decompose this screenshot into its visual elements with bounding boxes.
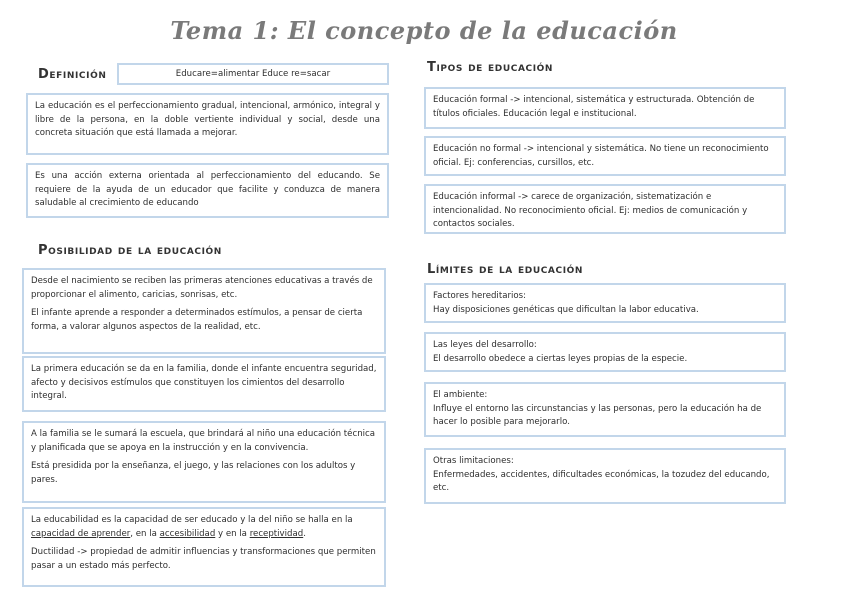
tipos-box-no-formal (424, 136, 786, 176)
educabilidad-mid1: , en la (130, 528, 160, 539)
tipos-informal-text: Educación informal -> carece de organización, sistematización e intencionalidad. No reconocimiento oficial. Ej: medios de comunicación y contactos sociales. (433, 192, 748, 229)
etymology-text: Educare=alimentar Educe re=sacar (175, 69, 331, 79)
definicion-text-2: Es una acción externa orientada al perfeccionamiento del educando. Se requiere de la ayuda de un educador que facilite y conduzca de manera saludable al crecimiento de educando (35, 171, 380, 208)
limites-3-text: Influye el entorno las circunstancias y las personas, pero la educación ha de hacer lo posible para mejorarlo. (433, 403, 762, 427)
definicion-box-1 (26, 93, 389, 155)
limites-box-3 (424, 382, 786, 437)
posibilidad-text-1a: Desde el nacimiento se reciben las primeras atenciones educativas a través de proporcionar el alimento, caricias, sonrisas, etc. (31, 276, 373, 300)
limites-box-2 (424, 332, 786, 372)
educabilidad-mid2: y en la (215, 528, 250, 539)
limites-box-4 (424, 448, 786, 504)
limites-1-title: Factores hereditarios: (433, 291, 527, 301)
limites-heading: Límites de la educación (427, 262, 584, 277)
limites-box-1 (424, 283, 786, 323)
tipos-box-formal (424, 87, 786, 129)
etymology-box (117, 63, 389, 85)
limites-1-text: Hay disposiciones genéticas que dificultan la labor educativa. (433, 304, 699, 315)
posibilidad-box-4 (22, 507, 386, 587)
tipos-formal-text: Educación formal -> intencional, sistemática y estructurada. Obtención de títulos oficiales. Educación legal e institucional. (433, 95, 755, 119)
posibilidad-box-2 (22, 356, 386, 412)
posibilidad-box-1 (22, 268, 386, 354)
posibilidad-heading: Posibilidad de la educación (38, 243, 222, 258)
educabilidad-end: . (303, 528, 306, 539)
capacidad-aprender-underlined: capacidad de aprender (31, 528, 131, 539)
limites-4-text: Enfermedades, accidentes, dificultades económicas, la tozudez del educando, etc. (433, 469, 770, 493)
posibilidad-text-3a: A la familia se le sumará la escuela, que brindará al niño una educación técnica y planificada que se apoya en la instrucción y en la convivencia. (31, 429, 376, 453)
limites-2-text: El desarrollo obedece a ciertas leyes propias de la especie. (433, 353, 688, 364)
page-title: Tema 1: El concepto de la educación (170, 16, 678, 45)
educabilidad-paragraph (31, 514, 377, 541)
accesibilidad-underlined: accesibilidad (159, 528, 216, 539)
posibilidad-text-1b: El infante aprende a responder a determinados estímulos, a pensar de cierta forma, a valorar algunos aspectos de la realidad, etc. (31, 308, 363, 332)
limites-2-title: Las leyes del desarrollo: (433, 340, 537, 350)
definicion-box-2 (26, 163, 389, 218)
tipos-heading: Tipos de educación (427, 60, 554, 75)
tipos-no-formal-text: Educación no formal -> intencional y sistemática. No tiene un reconocimiento oficial. Ej: conferencias, cursillos, etc. (433, 144, 769, 168)
receptividad-underlined: receptividad (249, 528, 304, 539)
ductilidad-text: Ductilidad -> propiedad de admitir influencias y transformaciones que permiten pasar a un estado más perfecto. (31, 547, 376, 571)
limites-3-title: El ambiente: (433, 390, 488, 400)
limites-4-title: Otras limitaciones: (433, 456, 514, 466)
posibilidad-text-3b: Está presidida por la enseñanza, el juego, y las relaciones con los adultos y pares. (31, 461, 356, 485)
educabilidad-pre: La educabilidad es la capacidad de ser educado y la del niño se halla en la (31, 515, 353, 525)
posibilidad-text-2: La primera educación se da en la familia, donde el infante encuentra seguridad, afecto y decisivos estímulos que constituyen los cimientos del desarrollo integral. (31, 364, 377, 401)
tipos-box-informal (424, 184, 786, 234)
posibilidad-box-3 (22, 421, 386, 503)
definicion-text-1: La educación es el perfeccionamiento gradual, intencional, armónico, integral y libre de la persona, en la doble vertiente individual y social, desde una concreta situación que está llamada a mejorar. (35, 101, 380, 138)
definicion-heading: Definición (38, 67, 107, 82)
